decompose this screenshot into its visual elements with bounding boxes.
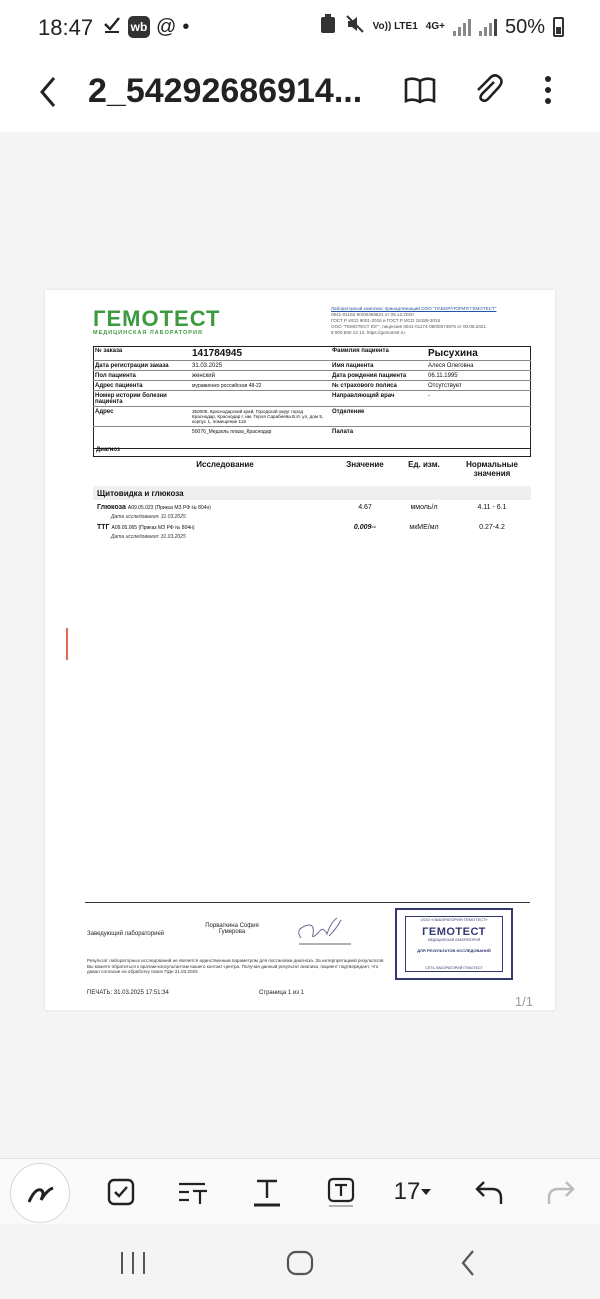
volte-indicator: Vo)) LTE1: [372, 21, 418, 32]
patient-name: Алеся Олеговна: [426, 361, 531, 371]
checkbox-tool-button[interactable]: [100, 1171, 142, 1213]
stamp-bottom-text: СЕТЬ ЛАБОРАТОРИЙ ГЕМОТЕСТ: [425, 966, 483, 970]
birth-date-label: Дата рождения пациента: [330, 371, 426, 381]
test-unit: ммоль/л: [410, 504, 438, 511]
patient-address: муравиенко российская 48-22: [190, 381, 330, 391]
col-unit: Ед. изм.: [408, 460, 440, 469]
license-link[interactable]: Лабораторный комплекс принадлежащий ООО "ЛАБОРАТОРИЯ ГЕМОТЕСТ": [331, 306, 497, 311]
table-row: [93, 407, 531, 427]
test-code: A09.05.023 (Приказ МЗ РФ № 804н): [127, 505, 211, 511]
book-icon: [402, 72, 438, 108]
table-row: [93, 381, 531, 391]
history-label: Номер истории болезни пациента: [93, 391, 190, 407]
text-format-button[interactable]: [172, 1171, 214, 1213]
nav-back-icon: [458, 1248, 478, 1278]
surname-label: Фамилия пациента: [332, 347, 389, 354]
license-line: ООО "ГЕМОТЕСТ ЮГ", лицензия 0041-01174-08/00574975 от 00.08.2021: [331, 324, 486, 329]
logo-subtitle: МЕДИЦИНСКАЯ ЛАБОРАТОРИЯ: [93, 330, 203, 336]
stamp-top-text: ООО «ЛАБОРАТОРИЯ ГЕМОТЕСТ»: [420, 917, 488, 922]
back-button[interactable]: [36, 72, 60, 119]
order-number: 141784945: [192, 347, 243, 359]
diagnosis-label: Диагноз: [96, 447, 120, 453]
attach-button[interactable]: [470, 72, 510, 112]
more-options-button[interactable]: [530, 72, 570, 112]
table-row: [93, 391, 531, 407]
policy-label: № страхового полиса: [330, 381, 426, 391]
test-code: A09.05.065 (Приказ МЗ РФ № 804н): [111, 525, 195, 531]
test-name: ТТГ: [97, 524, 110, 531]
system-nav-bar: [0, 1224, 600, 1299]
test-normal: 0.27-4.2: [479, 524, 505, 531]
license-line: 0641-01182-50/00369631 от 08.12.2020: [331, 312, 414, 317]
patient-sex: женский: [190, 371, 330, 381]
undo-icon: [474, 1178, 504, 1206]
redo-icon: [546, 1178, 576, 1206]
section-title: Щитовидка и глюкоза: [93, 486, 531, 500]
test-normal: 4.11 - 6.1: [477, 504, 507, 511]
logo-text: ГЕМОТЕСТ: [93, 306, 221, 331]
test-unit: мкМЕ/мл: [409, 524, 439, 531]
reg-date: 31.03.2025: [190, 361, 330, 371]
col-value: Значение: [346, 460, 384, 469]
table-row: [93, 346, 531, 361]
4g-indicator: 4G+: [425, 21, 445, 32]
patient-info-table: [93, 346, 531, 436]
text-box-button[interactable]: [320, 1171, 362, 1213]
status-time: 18:47: [38, 15, 94, 40]
col-test: Исследование: [196, 460, 254, 469]
result-row: [97, 524, 195, 531]
head-name: Порваткина София Гумерова: [205, 923, 259, 935]
dot-icon: •: [182, 15, 190, 38]
sex-label: Пол пациента: [93, 371, 190, 381]
test-date: Дата исследования: 31.03.2025: [111, 534, 186, 540]
document-title: 2_54292686914...: [88, 72, 363, 110]
font-size-value: 17: [393, 1178, 421, 1205]
doctor-value: -: [426, 391, 531, 407]
battery-icon: [553, 17, 564, 37]
patient-surname: Рысухина: [428, 347, 478, 359]
recents-icon: [118, 1250, 148, 1276]
text-format-icon: [177, 1177, 209, 1207]
page-counter: 1/1: [514, 994, 533, 1009]
pen-tool-button[interactable]: [10, 1163, 70, 1223]
document-page[interactable]: [45, 290, 555, 1010]
more-vertical-icon: [530, 72, 566, 108]
checkmark-download-icon: [102, 14, 122, 40]
recents-button[interactable]: [118, 1250, 148, 1281]
lab-stamp: [395, 908, 513, 980]
lab-address: 350005, Краснодарский край, Городской округ город Краснодар, Краснодар г, им. Героя Сарабеева В.И. ул, дом 5, корпус 1, помещение 118: [190, 407, 330, 427]
license-info: [331, 306, 531, 336]
test-date: Дата исследования: 31.03.2025: [111, 514, 186, 520]
paperclip-icon: [470, 72, 506, 108]
status-right-icons: [319, 14, 564, 40]
stamp-subtitle: МЕДИЦИНСКАЯ ЛАБОРАТОРИЯ: [427, 938, 481, 942]
undo-button[interactable]: [468, 1171, 510, 1213]
status-left-icons: [102, 14, 189, 40]
edit-toolbar: [0, 1158, 600, 1224]
text-box-icon: [326, 1176, 356, 1208]
lab-address-label: Адрес: [93, 407, 190, 427]
app-bar: [0, 56, 600, 132]
order-label: № заказа: [95, 347, 123, 354]
birth-date: 06.11.1995: [426, 371, 531, 381]
status-bar: [0, 0, 600, 56]
signature: [293, 912, 355, 951]
address-label: Адрес пациента: [93, 381, 190, 391]
table-row: [93, 371, 531, 381]
text-cursor: [66, 628, 68, 660]
doctor-label: Направляющий врач: [330, 391, 426, 407]
lab-office: 50076_Медзоль плаза_Краснодар: [190, 427, 330, 437]
table-row: [93, 361, 531, 371]
recycle-icon: [319, 14, 337, 40]
policy-value: Отсутствует: [426, 381, 531, 391]
print-date: ПЕЧАТЬ: 31.03.2025 17:51:34: [87, 990, 169, 996]
stamp-logo: ГЕМОТЕСТ: [422, 926, 486, 938]
font-size-select[interactable]: [388, 1171, 438, 1213]
nav-back-button[interactable]: [458, 1248, 478, 1283]
test-name: Глюкоза: [97, 504, 126, 511]
lab-logo: [93, 306, 220, 336]
at-icon: @: [156, 15, 177, 38]
page-info: Страница 1 из 1: [259, 990, 304, 996]
footer-divider: [85, 902, 530, 903]
disclaimer: Результат лабораторных исследований не является единственным параметром для постановки диагноза. За интерпретацией результатов Вы можете обратиться к врачам-консультантам нашего контакт-центра. Получая данный результат анализа, пациент подтверждает, что давал согласие на обработку своих ПДн 31.03.2025: [87, 958, 384, 975]
head-label: Заведующий лабораторией: [87, 931, 165, 937]
empty-label: [93, 427, 190, 437]
ward-label: Палата: [330, 427, 426, 437]
license-line: ГОСТ Р ИСО 9001-2015 и ГОСТ Р ИСО 15189-2015: [331, 318, 441, 323]
name-label: Имя пациента: [330, 361, 426, 371]
reg-date-label: Дата регистрации заказа: [93, 361, 190, 371]
history-value: [190, 391, 330, 407]
signal-icon-2: [479, 18, 497, 36]
dropdown-arrow-icon: [420, 1187, 432, 1197]
home-button[interactable]: [285, 1249, 315, 1282]
battery-percent: 50%: [504, 15, 545, 38]
reading-mode-button[interactable]: [402, 72, 442, 112]
wb-app-icon: wb: [128, 16, 150, 38]
text-tool-button[interactable]: [246, 1171, 288, 1213]
test-value: 0.009--: [353, 524, 377, 531]
diagnosis-row: [93, 445, 531, 457]
result-row: [97, 504, 211, 511]
pen-icon: [11, 1164, 71, 1224]
col-normal: Нормальные значения: [466, 460, 518, 478]
department-label: Отделение: [330, 407, 426, 427]
test-value: 4.67: [358, 504, 372, 511]
ward-value: [426, 427, 531, 437]
department-value: [426, 407, 531, 427]
home-icon: [285, 1249, 315, 1277]
chevron-left-icon: [36, 72, 60, 112]
stamp-purpose: ДЛЯ РЕЗУЛЬТАТОВ ИССЛЕДОВАНИЙ: [417, 948, 491, 953]
mute-icon: [345, 14, 365, 40]
license-line: 8 800 550 13 13, https://gemotest.ru: [331, 330, 405, 335]
signal-icon: [453, 18, 471, 36]
text-t-icon: [252, 1176, 282, 1208]
checkbox-icon: [106, 1177, 136, 1207]
redo-button[interactable]: [540, 1171, 582, 1213]
table-row: [93, 427, 531, 437]
